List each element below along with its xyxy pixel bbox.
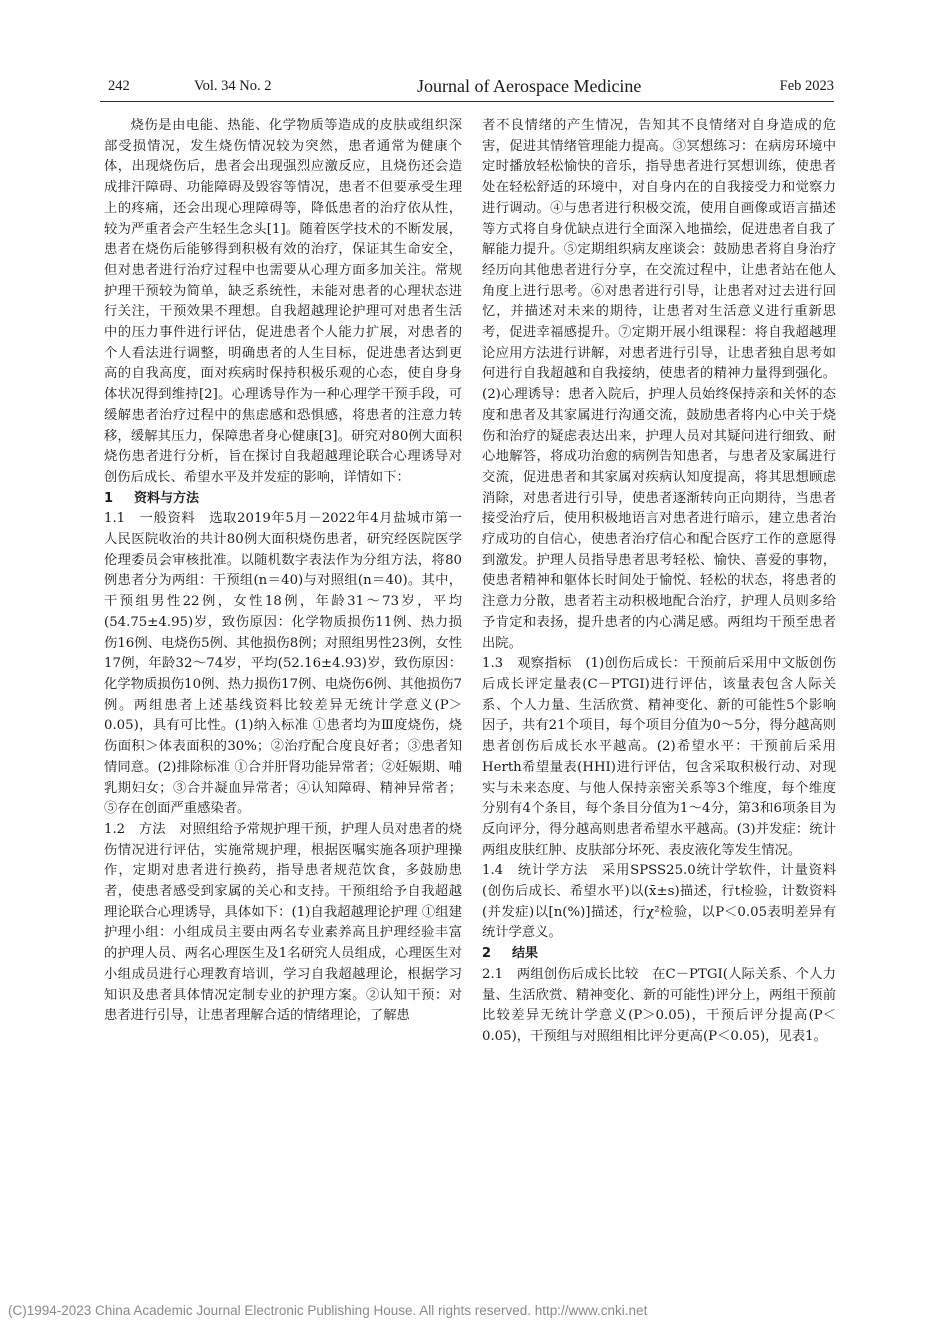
page-number: 242 [108, 78, 130, 94]
paragraph-2-1: 2.1 两组创伤后成长比较 在C－PTGI(人际关系、个人力量、生活欣赏、精神变化、新的可能性)评分上，两组干预前比较差异无统计学意义(P＞0.05)，干预后评分提高(P＜0.05)，干预组与对照组相比评分更高(P＜0.05)，见表1。 [482, 966, 836, 1044]
intro-paragraph: 烧伤是由电能、热能、化学物质等造成的皮肤或组织深部受损情况，发生烧伤情况较为突然，患者通常为健康个体，出现烧伤后，患者会出现强烈应激反应，且烧伤还会造成排汗障碍、功能障碍及毁容等情况，患者不但要承受生理上的疼痛，还会出现心理障碍等，降低患者的治疗依从性，较为严重者会产生轻生念头[1]。随着医学技术的不断发展，患者在烧伤后能够得到积极有效的治疗，保证其生命安全，但对患者进行治疗过程中也需要从心理方面多加关注。常规护理干预较为简单，缺乏系统性，未能对患者的心理状态进行关注，干预效果不理想。自我超越理论护理可对患者生活中的压力事件进行评估，促进患者个人能力扩展，对患者的个人看法进行调整，明确患者的人生目标，促进患者达到更高的自我高度，面对疾病时保持积极乐观的心态，使自身身体状况得到维持[2]。心理诱导作为一种心理学干预手段，可缓解患者治疗过程中的焦虑感和恐惧感，将患者的注意力转移，缓解其压力，保障患者身心健康[3]。研究对80例大面积烧伤患者进行分析，旨在探讨自我超越理论联合心理诱导对创伤后成长、希望水平及并发症的影响，详情如下： [104, 118, 462, 485]
copyright-footer: (C)1994-2023 China Academic Journal Electronic Publishing House. All rights reserved. http://www.cnki.net [8, 1303, 648, 1318]
volume-issue: Vol. 34 No. 2 [194, 78, 272, 94]
right-column [482, 116, 836, 1048]
paragraph-1-2: 1.2 方法 对照组给予常规护理干预，护理人员对患者的烧伤情况进行评估，实施常规护理，根据医嘱实施各项护理操作，定期对患者进行换药，指导患者规范饮食，多鼓励患者，使患者感受到家属的关心和支持。干预组给予自我超越理论联合心理诱导，具体如下：(1)自我超越理论护理 ①组建护理小组：小组成员主要由两名专业素养高且护理经验丰富的护理人员、两名心理医生及1名研究人员组成，心理医生对小组成员进行心理教育培训，学习自我超越理论，根据学习知识及患者具体情况定制专业的护理方案。②认知干预：对患者进行引导，让患者理解合适的情绪理论，了解患 [104, 821, 462, 1024]
journal-name: Journal of Aerospace Medicine [417, 76, 642, 96]
header-rule [100, 101, 834, 102]
running-header [100, 76, 834, 98]
issue-date: Feb 2023 [779, 78, 834, 94]
left-column [104, 116, 462, 1027]
section-number: 1 [104, 490, 114, 506]
section-title: 结果 [512, 946, 539, 962]
paragraph-1-1: 1.1 一般资料 选取2019年5月－2022年4月盐城市第一人民医院收治的共计80例大面积烧伤患者，研究经医院医学伦理委员会审核批准。以随机数字表法作为分组方法，将80例患者分为两组：干预组(n＝40)与对照组(n＝40)。其中，干预组男性22例，女性18例，年龄31～73岁，平均(54.75±4.95)岁，致伤原因：化学物质损伤11例、热力损伤16例、电烧伤5例、其他损伤8例；对照组男性23例，女性17例，年龄32～74岁，平均(52.16±4.93)岁，致伤原因：化学物质损伤10例、热力损伤17例、电烧伤6例、其他损伤7例。两组患者上述基线资料比较差异无统计学意义(P＞0.05)，具有可比性。(1)纳入标准 ①患者均为Ⅲ度烧伤，烧伤面积＞体表面积的30%；②治疗配合度良好者；③患者知情同意。(2)排除标准 ①合并肝肾功能异常者；②妊娠期、哺乳期妇女；③合并凝血异常者；④认知障碍、精神异常者；⑤存在创面严重感染者。 [104, 511, 462, 817]
paragraph-continued: 者不良情绪的产生情况，告知其不良情绪对自身造成的危害，促进其情绪管理能力提高。③冥想练习：在病房环境中定时播放轻松愉快的音乐，指导患者进行冥想训练，使患者处在轻松舒适的环境中，对自身内在的自我接受力和觉察力进行调动。④与患者进行积极交流，使用自画像或语言描述等方式将自身优缺点进行全面深入地描绘，促进患者自我了解能力提升。⑤定期组织病友座谈会：鼓励患者将自身治疗经历向其他患者进行分享，在交流过程中，让患者站在他人角度上进行思考。⑥对患者进行引导，让患者对过去进行回忆，并描述对未来的期待，让患者对生活意义进行重新思考，促进幸福感提升。⑦定期开展小组课程：将自我超越理论应用方法进行讲解，对患者进行引导，让患者独自思考如何进行自我超越和自我接纳，使患者的精神力量得到强化。(2)心理诱导：患者入院后，护理人员始终保持亲和关怀的态度和患者及其家属进行沟通交流，鼓励患者将内心中关于烧伤和治疗的疑虑表达出来，护理人员对其疑问进行细致、耐心地解答，将成功治愈的病例告知患者，与患者及家属进行交流，促进患者和其家属对疾病认知度提高，将其思想顾虑消除，对患者进行引导，使患者逐渐转向正向期待，当患者接受治疗后，使用积极地语言对患者进行暗示，建立患者治疗成功的自信心，使患者治疗信心和配合医疗工作的意愿得到激发。护理人员指导患者思考轻松、愉快、喜爱的事物，使患者精神和躯体长时间处于愉悦、轻松的状态，将患者的注意力分散，患者若主动积极地配合治疗，护理人员则多给予肯定和表扬，提升患者的内心满足感。两组均干预至患者出院。 [482, 118, 836, 651]
section-title: 资料与方法 [134, 490, 200, 506]
section-heading-2 [482, 944, 836, 965]
paragraph-1-3: 1.3 观察指标 (1)创伤后成长：干预前后采用中文版创伤后成长评定量表(C－PTGI)进行评估，该量表包含人际关系、个人力量、生活欣赏、精神变化、新的可能性5个影响因子，共有21个项目，每个项目分值为0～5分，得分越高则患者创伤后成长水平越高。(2)希望水平：干预前后采用Herth希望量表(HHI)进行评估，包含采取积极行动、对现实与未来态度、与他人保持亲密关系等3个维度，每个维度分别有4个条目，每个条目分值为1～4分，第3和6项条目为反向评分，得分越高则患者希望水平越高。(3)并发症：统计两组皮肤红肿、皮肤部分坏死、表皮液化等发生情况。 [482, 656, 836, 858]
paragraph-1-4: 1.4 统计学方法 采用SPSS25.0统计学软件，计量资料(创伤后成长、希望水平)以(x̄±s)描述，行t检验，计数资料(并发症)以[n(%)]描述，行χ²检验，以P＜0.05表明差异有统计学意义。 [482, 863, 836, 941]
section-heading-1 [104, 489, 462, 510]
section-number: 2 [482, 946, 492, 962]
